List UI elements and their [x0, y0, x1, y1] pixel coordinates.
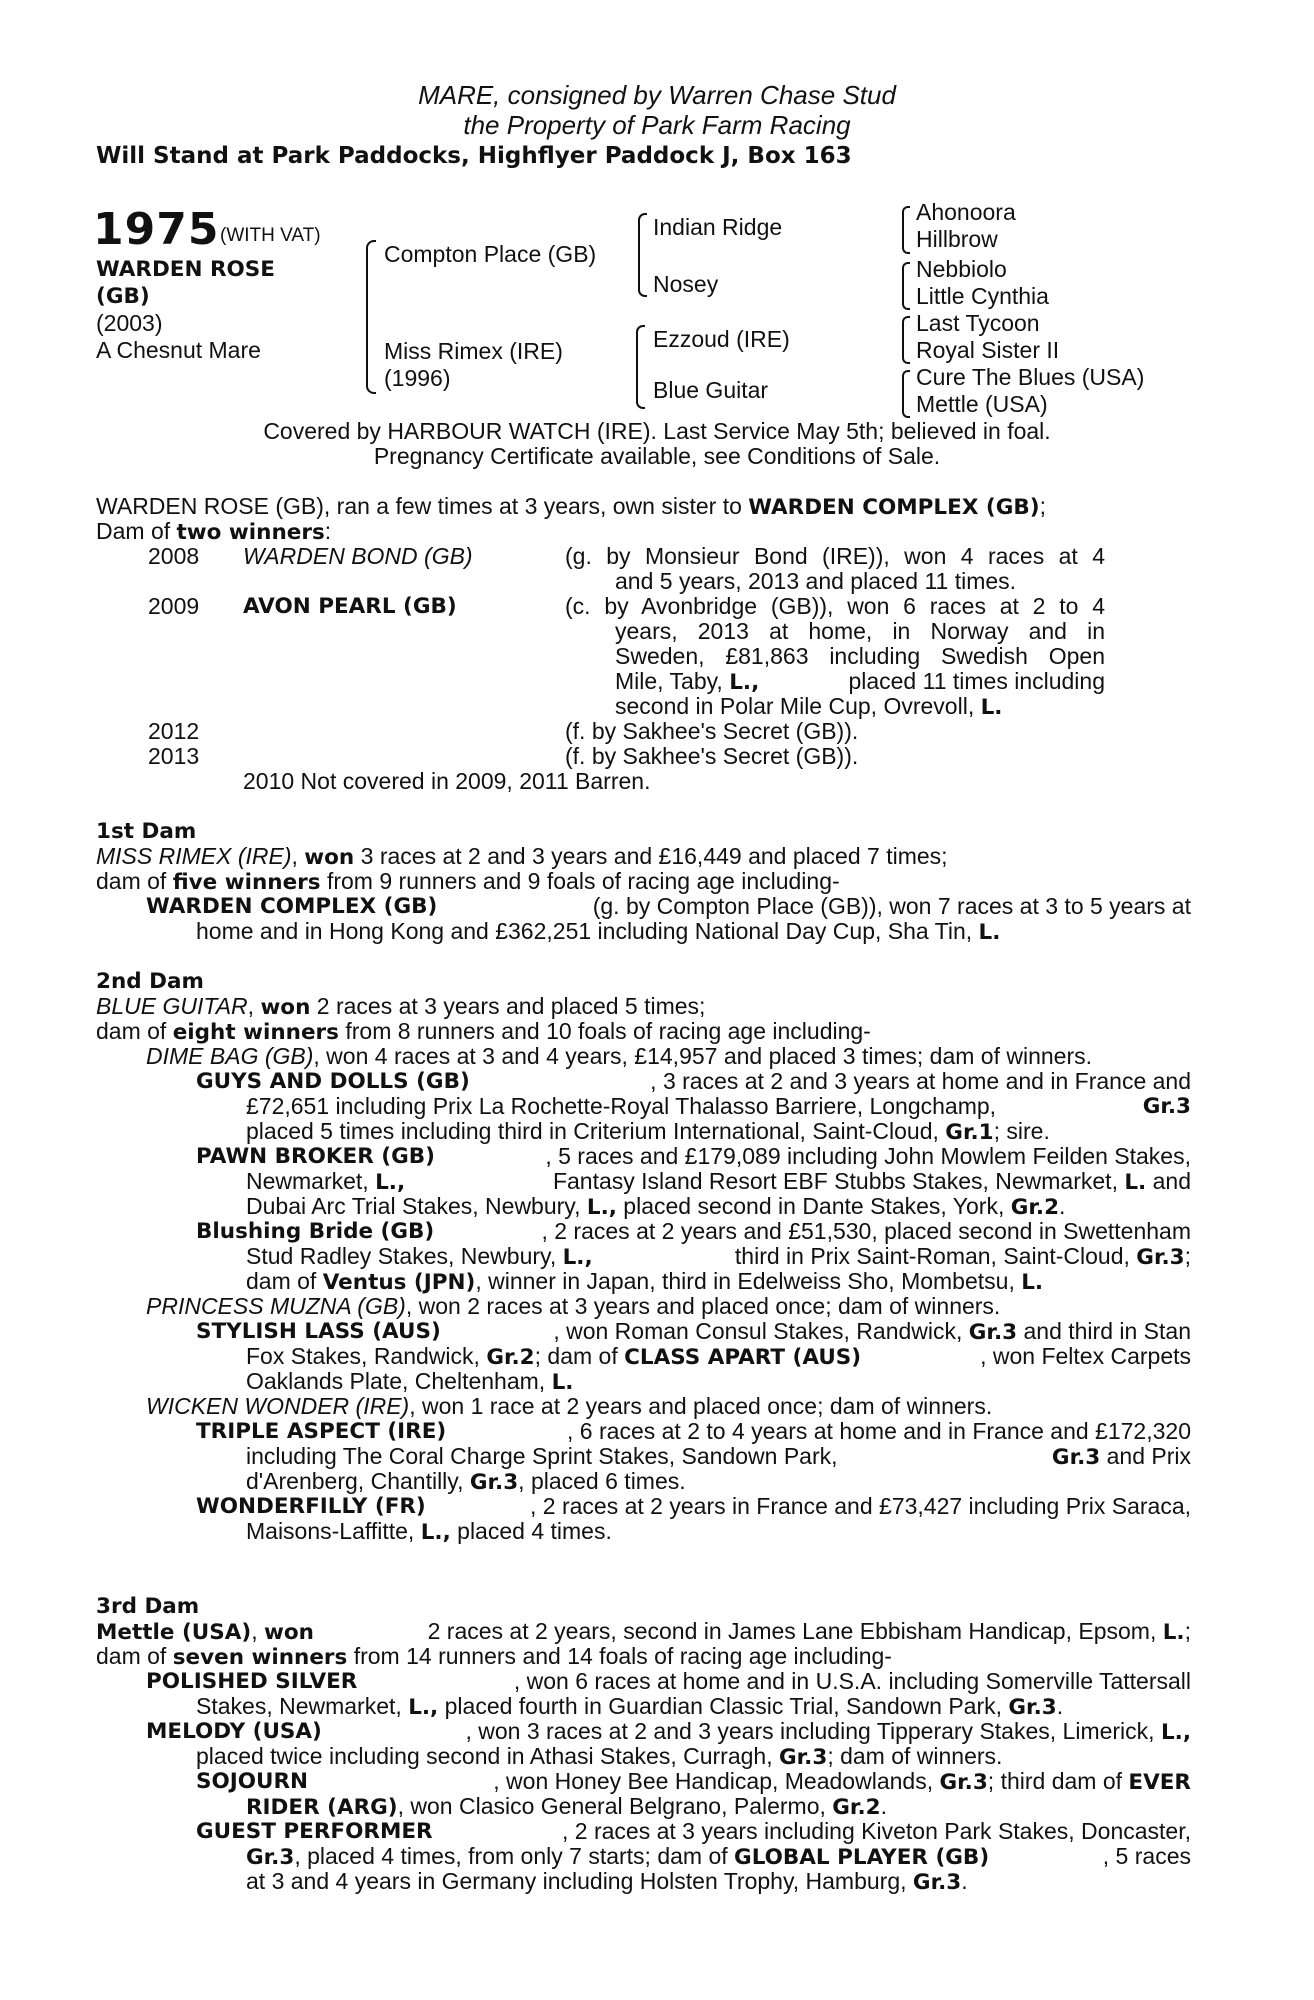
pedigree-dam-sire: Ezzoud (IRE) — [653, 326, 790, 352]
pedigree-g8: Mettle (USA) — [916, 391, 1048, 417]
produce-detail: (g. by Monsieur Bond (IRE)), won 4 races at 4 and 5 years, 2013 and placed 11 times. — [565, 544, 1105, 594]
pedigree-g3: Nebbiolo — [916, 256, 1007, 282]
pedigree-dam-dam: Blue Guitar — [653, 377, 769, 403]
produce-note: 2010 Not covered in 2009, 2011 Barren. — [243, 768, 651, 794]
sire-brace — [638, 213, 647, 297]
lot-number: 1975 — [93, 204, 220, 255]
header-line-2: the Property of Park Farm Racing — [463, 110, 851, 140]
second-dam-section: BLUE GUITAR, won 2 races at 3 years and placed 5 times; dam of eight winners from 8 runners and 10 foals of racing age including- DIME BAG (GB), won 4 races at 3 and 4 years, £14,957 and placed 3 times; dam of winners. GUYS AND DOLLS (GB) , 3 races at 2 and 3 years at home and in France and £72,651 including Prix La Rochette-Royal Thalasso Barriere, Longchamp, Gr.3 placed 5 times including third in Criterium International, Saint-Cloud, Gr.1; sire. PAWN BROKER (GB) , 5 races and £179,089 including John Mowlem Feilden Stakes, Newmarket, L., Fantasy Island Resort EBF Stubbs Stakes, Newmarket, L. and Dubai Arc Trial Stakes, Newbury, L., placed second in Dante Stakes, York, Gr.2. Blushing Bride (GB) , 2 races at 2 years and £51,530, placed second in Swettenham Stud Radley Stakes, Newbury, L., third in Prix Saint-Roman, Saint-Cloud, Gr.3; dam of Ventus (JPN), winner in Japan, third in Edelweiss Sho, Mombetsu, L. PRINCESS MUZNA (GB), won 2 races at 3 years and placed once; dam of winners. STYLISH LASS (AUS) , won Roman Consul Stakes, Randwick, Gr.3 and third in Stan Fox Stakes, Randwick, Gr.2; dam of CLASS APART (AUS) , won Feltex Carpets Oaklands Plate, Cheltenham, L. WICKEN WONDER (IRE), won 1 race at 2 years and placed once; dam of winners. TRIPLE ASPECT (IRE) , 6 races at 2 to 4 years at home and in France and £172,320 including The Coral Charge Sprint Stakes, Sandown Park, Gr.3 and Prix d'Arenberg, Chantilly, Gr.3, placed 6 times. WONDERFILLY (FR) , 2 races at 2 years in France and £73,427 including Prix Saraca, Maisons-Laffitte, L., placed 4 times. — [96, 993, 1191, 1545]
pedigree-brace — [366, 240, 376, 394]
first-dam-section: MISS RIMEX (IRE), won 3 races at 2 and 3 years and £16,449 and placed 7 times; dam of five winners from 9 runners and 9 foals of racing age including- WARDEN COMPLEX (GB) (g. by Compton Place (GB)), won 7 races at 3 to 5 years at home and in Hong Kong and £362,251 including National Day Cup, Sha Tin, L. — [96, 843, 1191, 945]
produce-year: 2013 — [148, 743, 200, 769]
own-sister-name: WARDEN COMPLEX (GB) — [748, 495, 1040, 520]
covered-line-1: Covered by HARBOUR WATCH (IRE). Last Service May 5th; believed in foal. — [263, 418, 1051, 444]
header-line-1: MARE, consigned by Warren Chase Stud — [418, 80, 896, 110]
pedigree-g2: Hillbrow — [916, 226, 998, 252]
g-brace-2 — [902, 262, 910, 310]
intro-line-1: WARDEN ROSE (GB), ran a few times at 3 years, own sister to WARDEN COMPLEX (GB); — [96, 493, 1046, 520]
produce-year: 2012 — [148, 718, 200, 744]
third-dam-section: Mettle (USA), won 2 races at 2 years, second in James Lane Ebbisham Handicap, Epsom, L.; dam of seven winners from 14 runners and 14 foals of racing age including- POLISHED SILVER , won 6 races at home and in U.S.A. including Somerville Tattersall Stakes, Newmarket, L., placed fourth in Guardian Classic Trial, Sandown Park, Gr.3. MELODY (USA) , won 3 races at 2 and 3 years including Tipperary Stakes, Limerick, L., placed twice including second in Athasi Stakes, Curragh, Gr.3; dam of winners. SOJOURN , won Honey Bee Handicap, Meadowlands, Gr.3; third dam of EVER RIDER (ARG), won Clasico General Belgrano, Palermo, Gr.2. GUEST PERFORMER , 2 races at 3 years including Kiveton Park Stakes, Doncaster, Gr.3, placed 4 times, from only 7 starts; dam of GLOBAL PLAYER (GB) , 5 races at 3 and 4 years in Germany including Holsten Trophy, Hamburg, Gr.3. — [96, 1618, 1191, 1895]
third-dam-heading: 3rd Dam — [96, 1594, 200, 1619]
second-dam-heading: 2nd Dam — [96, 969, 204, 994]
produce-name: AVON PEARL (GB) — [243, 594, 457, 619]
produce-detail: (f. by Sakhee's Secret (GB)). — [565, 743, 859, 769]
pedigree-sire: Compton Place (GB) — [384, 241, 597, 267]
g-brace-4 — [902, 370, 910, 418]
produce-year: 2009 — [148, 593, 200, 619]
dam-brace — [636, 325, 645, 409]
covered-line-2: Pregnancy Certificate available, see Conditions of Sale. — [373, 443, 941, 469]
produce-year: 2008 — [148, 543, 200, 569]
horse-name: WARDEN ROSE — [96, 257, 275, 282]
first-dam-heading: 1st Dam — [96, 819, 197, 844]
g-brace-1 — [902, 206, 910, 254]
pedigree-dam: Miss Rimex (IRE) — [384, 338, 563, 364]
pedigree-sire-dam: Nosey — [653, 271, 719, 297]
pedigree-sire-sire: Indian Ridge — [653, 214, 783, 240]
g-brace-3 — [902, 316, 910, 364]
pedigree-g5: Last Tycoon — [916, 310, 1040, 336]
produce-detail: (c. by Avonbridge (GB)), won 6 races at 2 to 4 years, 2013 at home, in Norway and in Sweden, £81,863 including Swedish Open Mile, Taby, L., placed 11 times including second in Polar Mile Cup, Ovrevoll, L. — [565, 594, 1105, 720]
pedigree-g7: Cure The Blues (USA) — [916, 364, 1145, 390]
produce-detail: (f. by Sakhee's Secret (GB)). — [565, 718, 859, 744]
pedigree-g1: Ahonoora — [916, 199, 1016, 225]
pedigree-dam-year: (1996) — [384, 365, 451, 391]
horse-name-suffix: (GB) — [96, 284, 150, 309]
pedigree-g4: Little Cynthia — [916, 283, 1049, 309]
pedigree-g6: Royal Sister II — [916, 337, 1060, 363]
horse-description: A Chesnut Mare — [96, 337, 261, 363]
intro-line-2: Dam of two winners: — [96, 518, 332, 545]
first-dam-winner: WARDEN COMPLEX (GB) (g. by Compton Place (GB)), won 7 races at 3 to 5 years at — [146, 893, 1191, 919]
horse-year: (2003) — [96, 310, 163, 336]
vat-note: (WITH VAT) — [220, 225, 321, 246]
produce-name: WARDEN BOND (GB) — [243, 543, 473, 569]
header-line-3: Will Stand at Park Paddocks, Highflyer Paddock J, Box 163 — [96, 143, 852, 169]
